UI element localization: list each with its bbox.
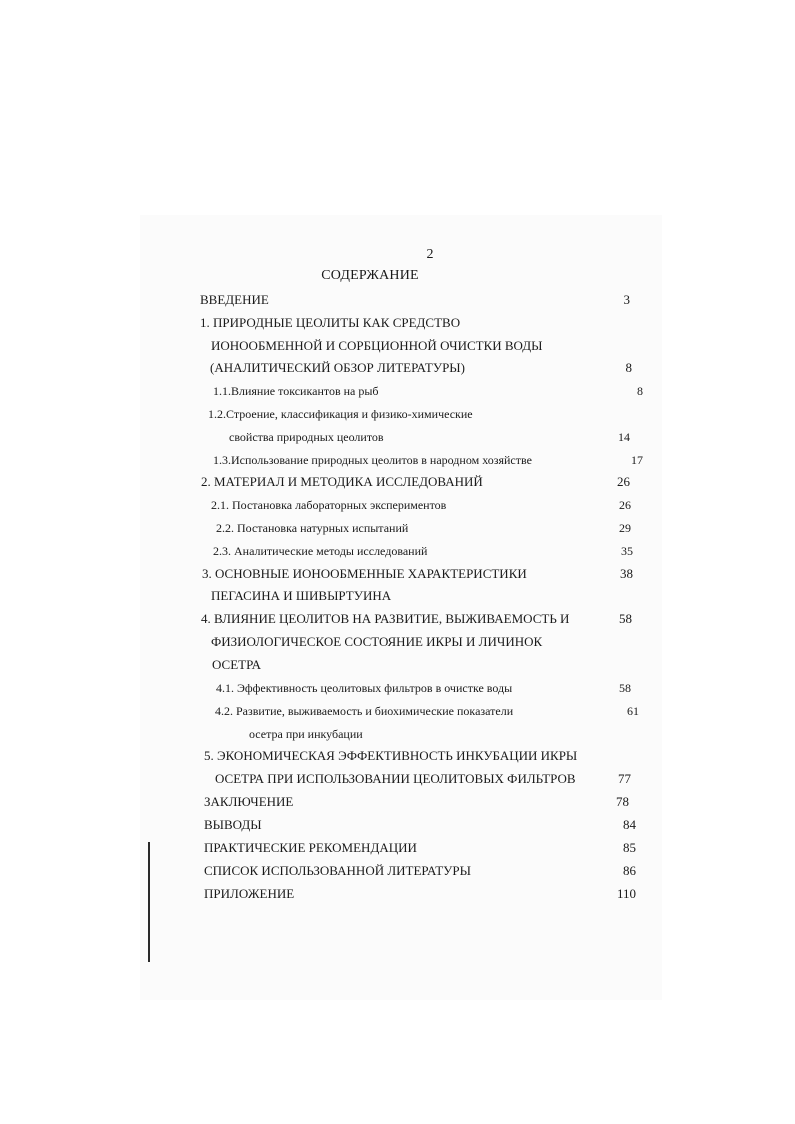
- toc-entry-label: (АНАЛИТИЧЕСКИЙ ОБЗОР ЛИТЕРАТУРЫ): [210, 360, 465, 375]
- toc-entry-page: 38: [620, 566, 633, 581]
- toc-entry-page: 58: [619, 681, 631, 695]
- toc-entry-page: 78: [616, 794, 629, 809]
- toc-entry-label: 1. ПРИРОДНЫЕ ЦЕОЛИТЫ КАК СРЕДСТВО: [200, 315, 461, 330]
- toc-entry-label: СПИСОК ИСПОЛЬЗОВАННОЙ ЛИТЕРАТУРЫ: [204, 863, 471, 878]
- toc-entry-page: 17: [631, 453, 643, 467]
- toc-entry-page: 84: [623, 817, 636, 832]
- toc-entry-label: 4.1. Эффективность цеолитовых фильтров в очистке воды: [216, 681, 513, 695]
- toc-entry-label: ПЕГАСИНА И ШИВЫРТУИНА: [211, 588, 392, 603]
- toc-entry-page: 29: [619, 521, 631, 535]
- toc-entry-label: ПРАКТИЧЕСКИЕ РЕКОМЕНДАЦИИ: [204, 840, 417, 855]
- toc-entry-label: ОСЕТРА ПРИ ИСПОЛЬЗОВАНИИ ЦЕОЛИТОВЫХ ФИЛЬТРОВ: [215, 771, 576, 786]
- toc-entry-page: 77: [618, 771, 631, 786]
- toc-entry-page: 26: [617, 474, 630, 489]
- toc-entry-label: 2.2. Постановка натурных испытаний: [216, 521, 409, 535]
- toc-entry-label: ПРИЛОЖЕНИЕ: [204, 886, 295, 901]
- toc-entry-label: 4. ВЛИЯНИЕ ЦЕОЛИТОВ НА РАЗВИТИЕ, ВЫЖИВАЕМОСТЬ И: [201, 611, 570, 626]
- toc-entry-label: 1.3.Использование природных цеолитов в народном хозяйстве: [213, 453, 532, 467]
- toc-entry-label: 5. ЭКОНОМИЧЕСКАЯ ЭФФЕКТИВНОСТЬ ИНКУБАЦИИ ИКРЫ: [204, 748, 578, 763]
- toc-entry-label: ОСЕТРА: [212, 657, 262, 672]
- toc-entry-page: 3: [623, 292, 630, 307]
- toc-entry-label: 2. МАТЕРИАЛ И МЕТОДИКА ИССЛЕДОВАНИЙ: [201, 474, 483, 489]
- toc-entry-page: 110: [616, 886, 636, 901]
- toc-entry-label: осетра при инкубации: [249, 727, 363, 741]
- toc-entry-page: 86: [623, 863, 636, 878]
- toc-entry-page: 61: [627, 704, 639, 718]
- toc-entry-label: 1.2.Строение, классификация и физико-химические: [208, 407, 473, 421]
- toc-entry-label: ВВЕДЕНИЕ: [200, 292, 269, 307]
- page-number: 2: [426, 247, 434, 262]
- toc-entry-page: 85: [623, 840, 636, 855]
- toc-entry-page: 14: [618, 430, 630, 444]
- toc-entry-label: ИОНООБМЕННОЙ И СОРБЦИОННОЙ ОЧИСТКИ ВОДЫ: [211, 338, 543, 353]
- toc-entry-label: ВЫВОДЫ: [204, 817, 262, 832]
- toc-entry-label: 1.1.Влияние токсикантов на рыб: [213, 384, 379, 398]
- toc-entry-label: 2.1. Постановка лабораторных экспериментов: [211, 498, 447, 512]
- toc-title: СОДЕРЖАНИЕ: [321, 268, 419, 283]
- toc-entry-label: 2.3. Аналитические методы исследований: [213, 544, 428, 558]
- toc-entry-label: 4.2. Развитие, выживаемость и биохимические показатели: [215, 704, 514, 718]
- toc-entry-label: ФИЗИОЛОГИЧЕСКОЕ СОСТОЯНИЕ ИКРЫ И ЛИЧИНОК: [211, 634, 543, 649]
- toc-entry-page: 8: [625, 360, 632, 375]
- toc-entry-page: 8: [637, 384, 643, 398]
- toc-entry-label: свойства природных цеолитов: [229, 430, 384, 444]
- toc-entry-page: 35: [621, 544, 633, 558]
- toc-entry-label: 3. ОСНОВНЫЕ ИОНООБМЕННЫЕ ХАРАКТЕРИСТИКИ: [202, 566, 527, 581]
- toc-entry-page: 26: [619, 498, 631, 512]
- toc-entry-label: ЗАКЛЮЧЕНИЕ: [204, 794, 294, 809]
- toc-entry-page: 58: [619, 611, 632, 626]
